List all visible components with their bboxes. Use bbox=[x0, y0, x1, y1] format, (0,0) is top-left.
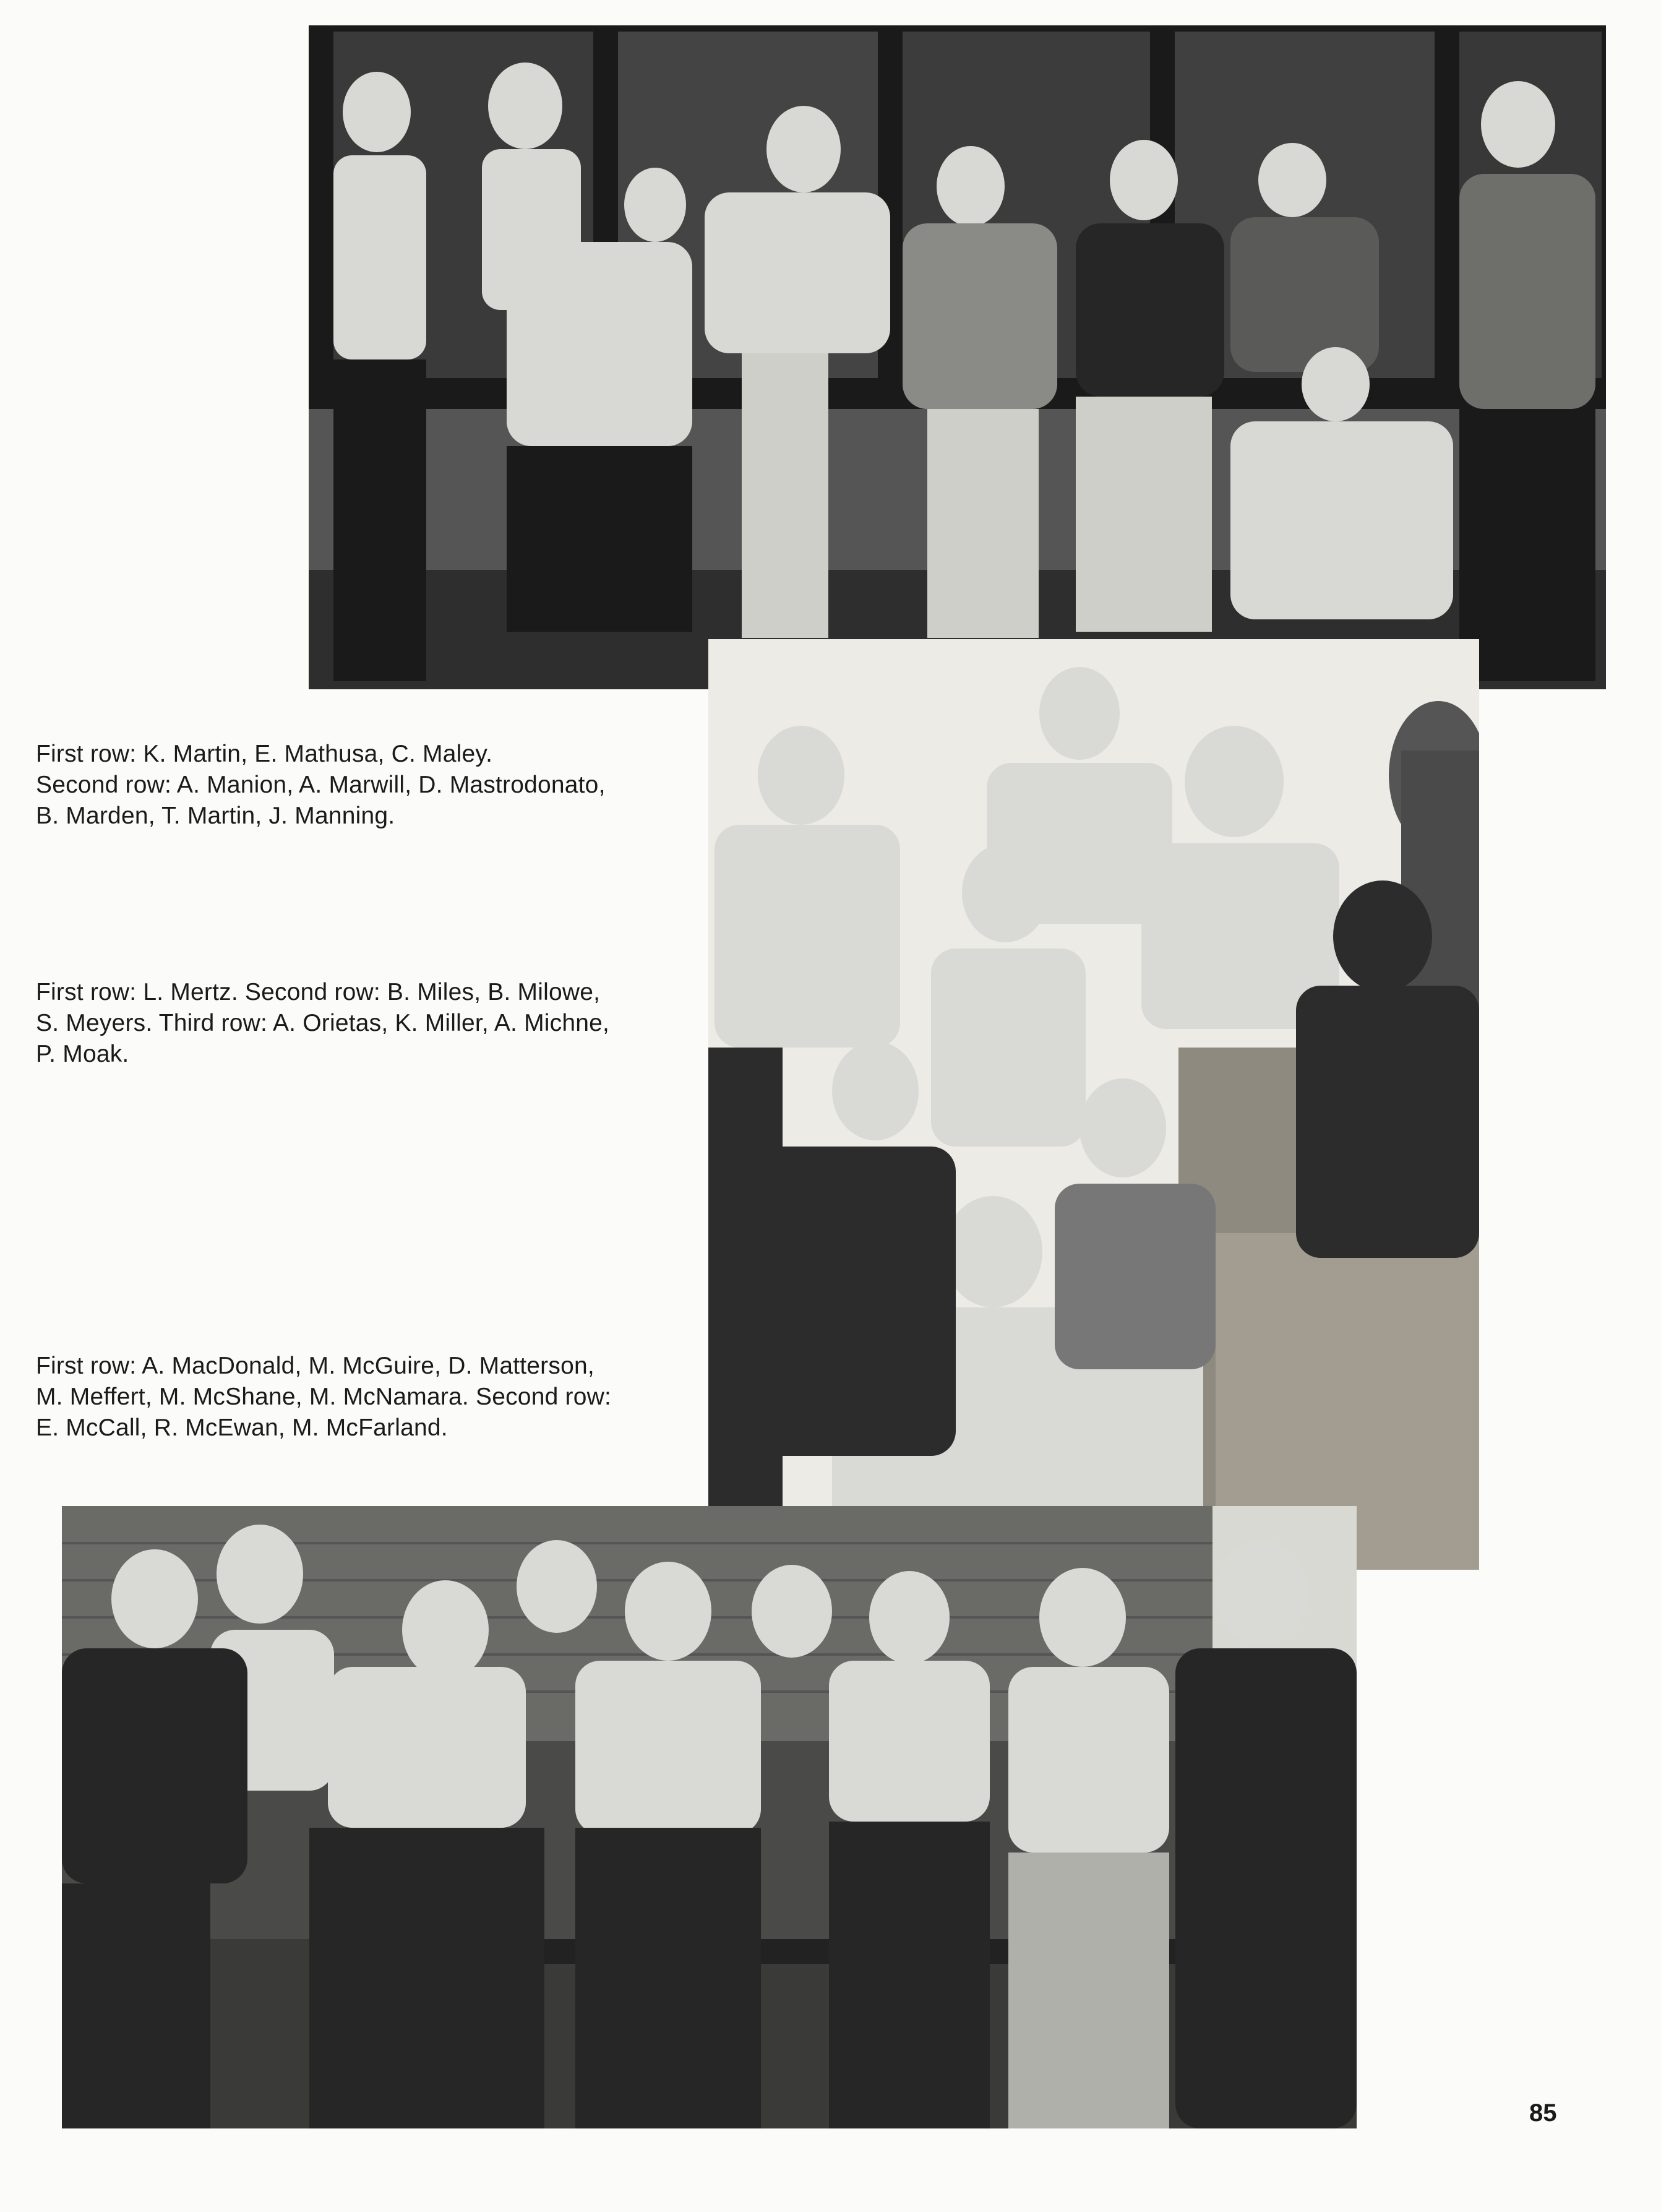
page-number: 85 bbox=[1529, 2099, 1557, 2127]
group-photo-1-image bbox=[309, 25, 1606, 689]
caption-group-2: First row: L. Mertz. Second row: B. Miles, B. Milowe, S. Meyers. Third row: A. Orietas, K. Miller, A. Michne, P. Moak. bbox=[36, 979, 610, 1067]
group-photo-2-image bbox=[708, 639, 1479, 1570]
caption-group-1: First row: K. Martin, E. Mathusa, C. Maley. Second row: A. Manion, A. Marwill, D. Mastrodonato, B. Marden, T. Martin, J. Manning. bbox=[36, 741, 606, 829]
group-photo-3 bbox=[62, 1506, 1357, 2128]
group-photo-3-image bbox=[62, 1506, 1357, 2128]
caption-group-3: First row: A. MacDonald, M. McGuire, D. Matterson, M. Meffert, M. McShane, M. McNamara. Second row: E. McCall, R. McEwan, M. McFarland. bbox=[36, 1353, 611, 1441]
group-photo-1 bbox=[309, 25, 1606, 689]
group-photo-2 bbox=[708, 639, 1479, 1570]
